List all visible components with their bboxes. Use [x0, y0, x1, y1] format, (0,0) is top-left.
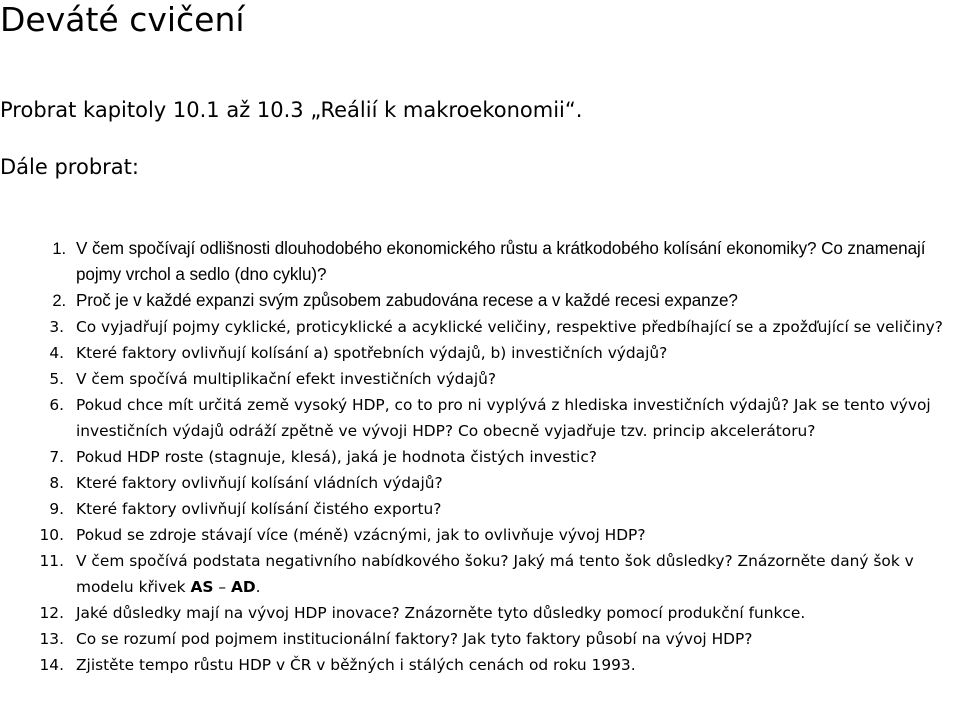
task-text: Jaké důsledky mají na vývoj HDP inovace? Znázorněte tyto důsledky pomocí produkční funkce.	[76, 604, 806, 622]
task-number: 9.	[49, 500, 64, 518]
task-number: 8.	[49, 474, 64, 492]
task-item-5	[0, 366, 960, 392]
task-number: 13.	[39, 630, 64, 648]
task-number: 7.	[49, 448, 64, 466]
task-text: Co vyjadřují pojmy cyklické, proticyklické a acyklické veličiny, respektive předbíhající se a zpožďující se veličiny?	[76, 318, 943, 336]
task-item-9	[0, 496, 960, 522]
task-item-6	[0, 392, 960, 444]
task-item-1	[0, 236, 960, 288]
task-text: Které faktory ovlivňují kolísání vládních výdajů?	[76, 474, 443, 492]
task-text: V čem spočívají odlišnosti dlouhodobého ekonomického růstu a krátkodobého kolísání ekonomiky? Co znamenají pojmy vrchol a sedlo (dno cyklu)?	[76, 239, 926, 284]
task-item-7	[0, 444, 960, 470]
task-text: Které faktory ovlivňují kolísání čistého exportu?	[76, 500, 442, 518]
abbr-ad: AD	[230, 578, 256, 596]
abbr-dash: –	[213, 578, 231, 596]
task-text: Zjistěte tempo růstu HDP v ČR v běžných i stálých cenách od roku 1993.	[76, 656, 636, 674]
task-number: 1.	[52, 239, 66, 258]
task-item-8	[0, 470, 960, 496]
task-number: 3.	[49, 318, 64, 336]
subheading: Dále probrat:	[0, 155, 139, 179]
task-item-12	[0, 600, 960, 626]
task-text: V čem spočívá multiplikační efekt investičních výdajů?	[76, 370, 497, 388]
task-text: Pokud HDP roste (stagnuje, klesá), jaká je hodnota čistých investic?	[76, 448, 597, 466]
task-number: 6.	[49, 396, 64, 414]
task-item-4	[0, 340, 960, 366]
page-title: Deváté cvičení	[0, 0, 245, 39]
task-text: Pokud se zdroje stávají více (méně) vzácnými, jak to ovlivňuje vývoj HDP?	[76, 526, 646, 544]
task-number: 11.	[39, 552, 64, 570]
task-number: 10.	[39, 526, 64, 544]
task-item-2	[0, 288, 960, 314]
task-item-14	[0, 652, 960, 678]
intro-text: Probrat kapitoly 10.1 až 10.3 „Reálií k makroekonomii“.	[0, 98, 583, 122]
task-item-11	[0, 548, 960, 600]
task-text: Které faktory ovlivňují kolísání a) spotřebních výdajů, b) investičních výdajů?	[76, 344, 668, 362]
task-text: Proč je v každé expanzi svým způsobem zabudována recese a v každé recesi expanze?	[76, 291, 738, 310]
task-text: Co se rozumí pod pojmem institucionální faktory? Jak tyto faktory působí na vývoj HDP?	[76, 630, 753, 648]
task-item-3	[0, 314, 960, 340]
task-number: 4.	[49, 344, 64, 362]
task-text	[76, 548, 958, 600]
abbr-as: AS	[190, 578, 214, 596]
task-text-main: V čem spočívá podstata negativního nabídkového šoku? Jaký má tento šok důsledky? Znázorněte daný šok v modelu křivek	[76, 552, 914, 596]
task-item-10	[0, 522, 960, 548]
task-list	[0, 236, 960, 678]
task-number: 5.	[49, 370, 64, 388]
task-text: Pokud chce mít určitá země vysoký HDP, co to pro ni vyplývá z hlediska investičních výdajů? Jak se tento vývoj investičních výdajů odráží zpětně ve vývoji HDP? Co obecně vyjadřuje tzv. princip akcelerátoru?	[76, 396, 931, 440]
task-item-13	[0, 626, 960, 652]
task-text-end: .	[255, 578, 261, 596]
task-number: 14.	[39, 656, 64, 674]
task-number: 2.	[52, 291, 66, 310]
task-number: 12.	[39, 604, 64, 622]
